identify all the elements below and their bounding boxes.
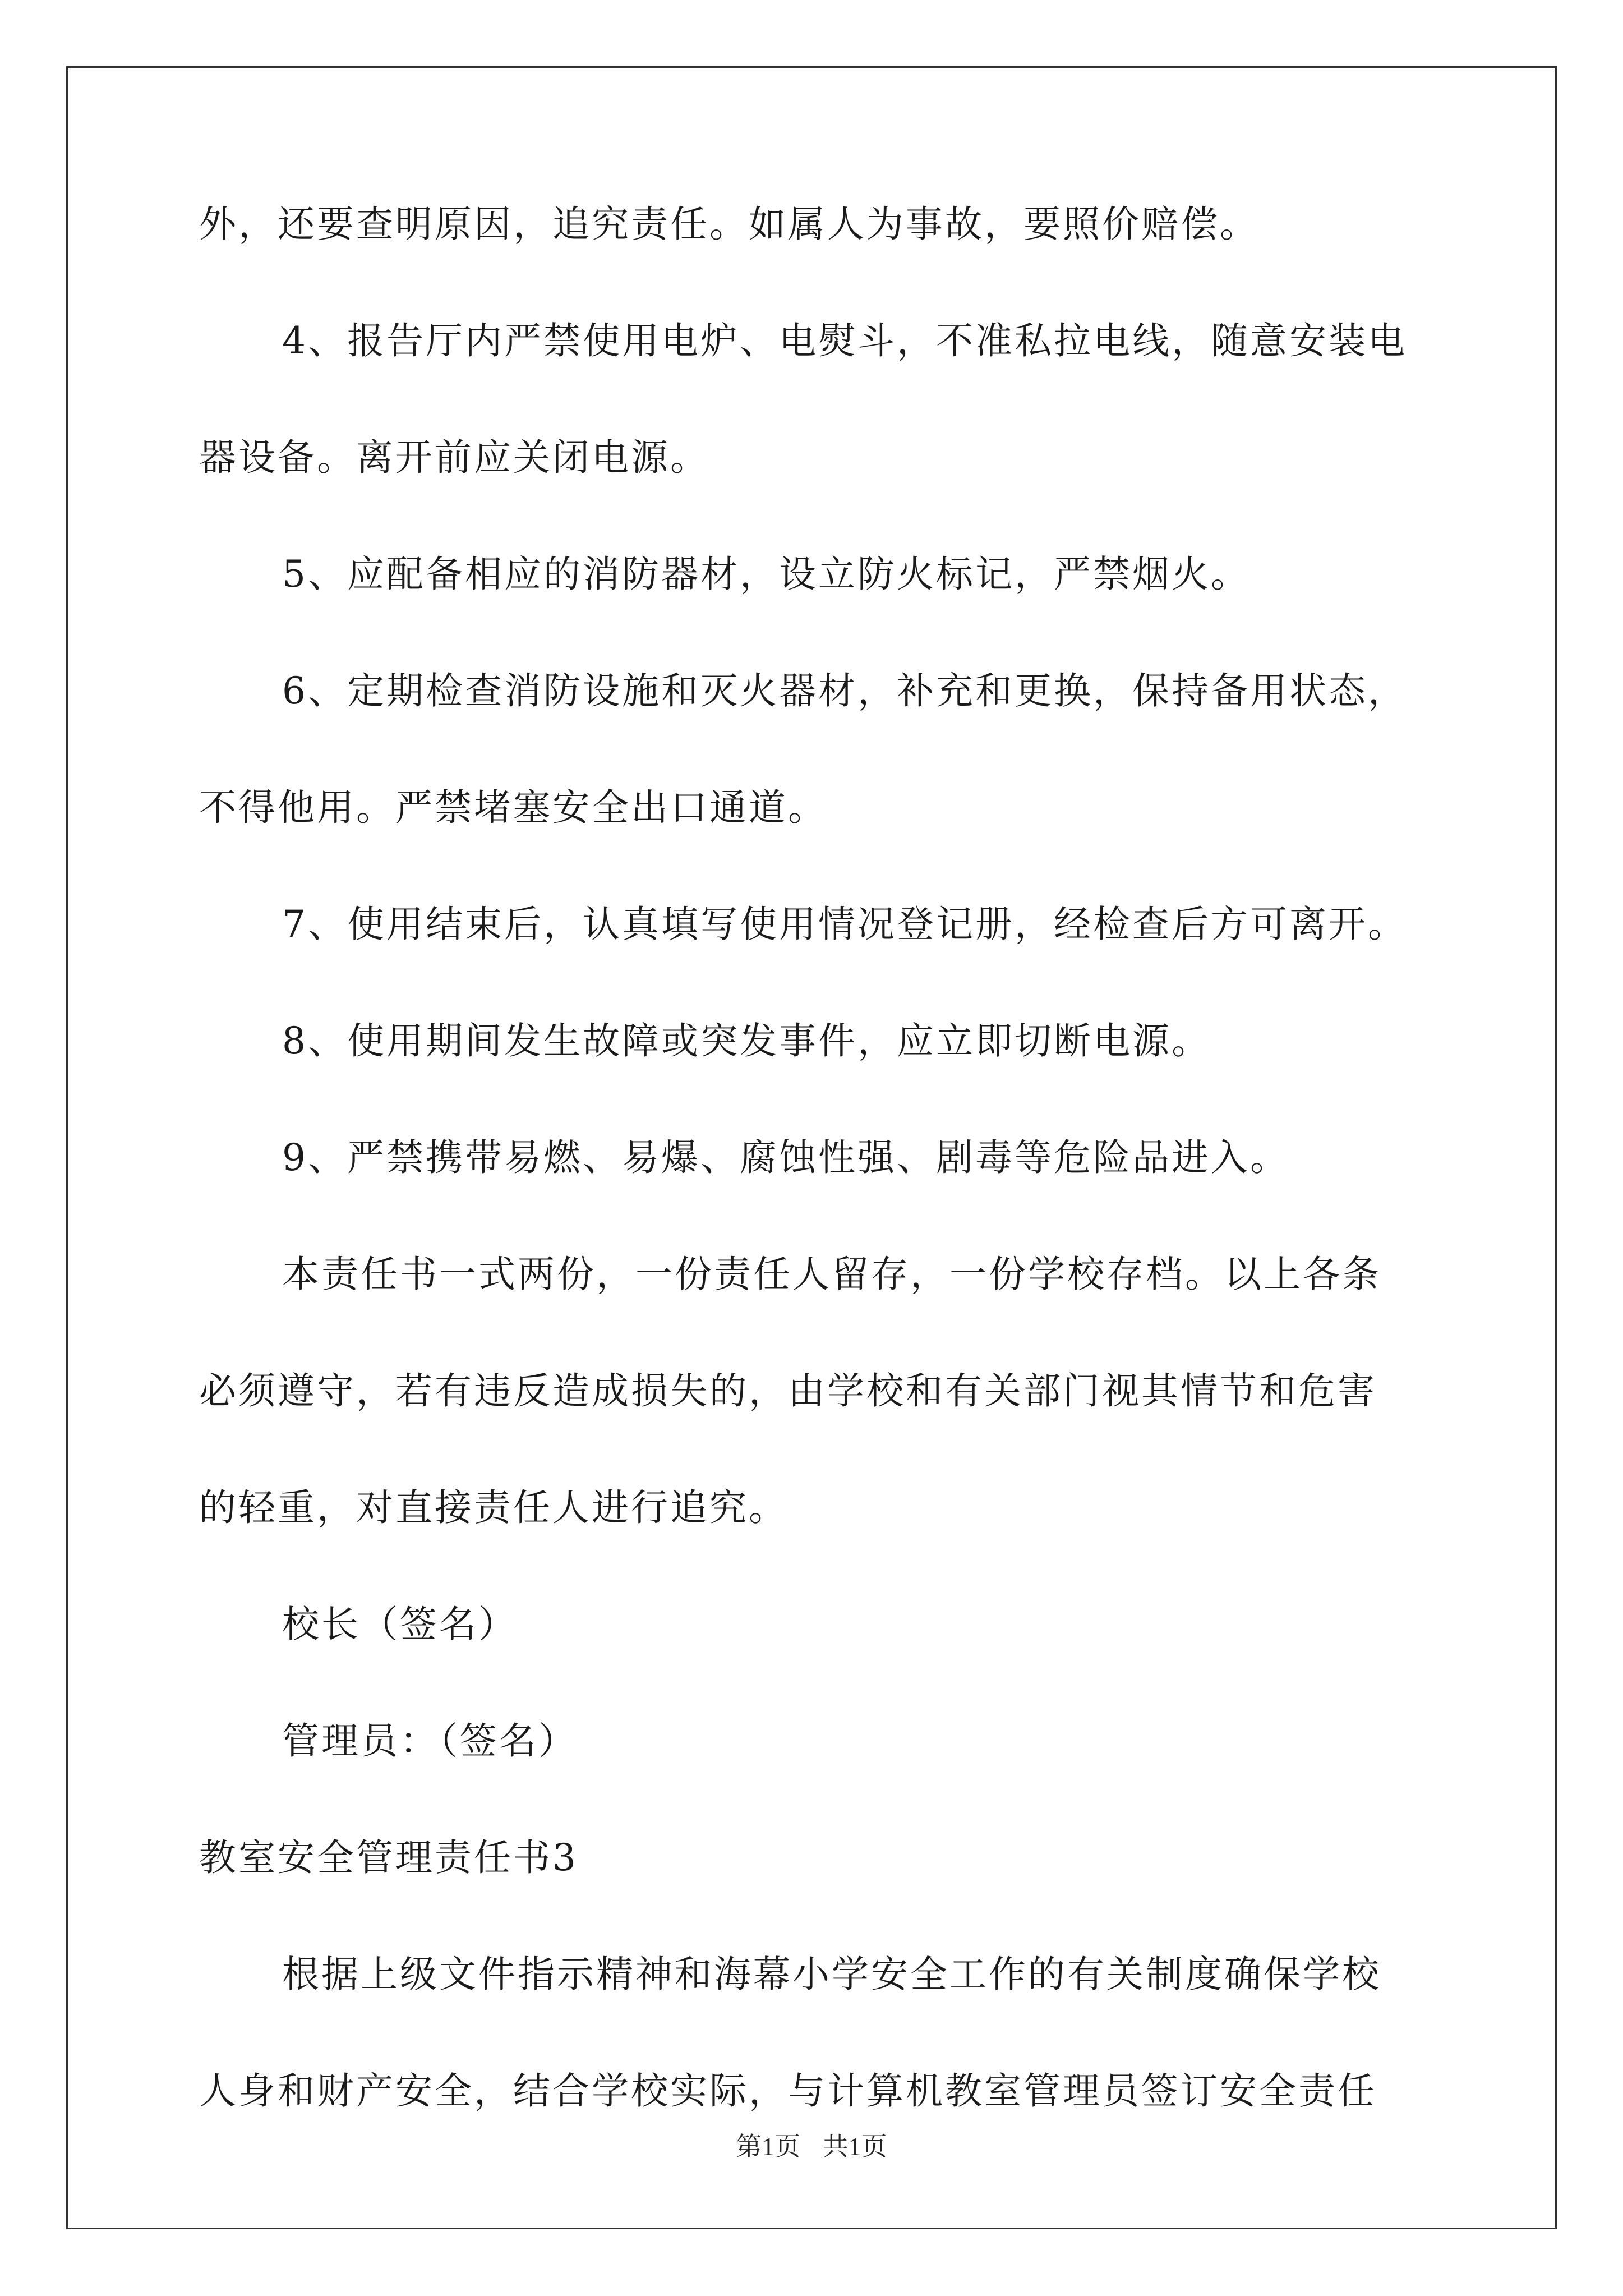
page-number: 第1页 — [736, 2132, 801, 2161]
body-line: 根据上级文件指示精神和海幕小学安全工作的有关制度确保学校 — [282, 1953, 1381, 1996]
body-line: 外，还要查明原因，追究责任。如属人为事故，要照价赔偿。 — [199, 203, 1259, 246]
body-line: 本责任书一式两份，一份责任人留存，一份学校存档。以上各条 — [282, 1253, 1381, 1296]
body-line: 必须遵守，若有违反造成损失的，由学校和有关部门视其情节和危害 — [199, 1369, 1377, 1412]
body-line: 5、应配备相应的消防器材，设立防火标记，严禁烟火。 — [282, 553, 1250, 596]
page-footer — [0, 2126, 1623, 2163]
signature-principal: 校长（签名） — [282, 1603, 518, 1646]
body-line: 的轻重，对直接责任人进行追究。 — [199, 1486, 788, 1529]
section-heading: 教室安全管理责任书3 — [199, 1836, 578, 1879]
body-line: 人身和财产安全，结合学校实际，与计算机教室管理员签订安全责任 — [199, 2069, 1377, 2113]
body-line: 9、严禁携带易燃、易爆、腐蚀性强、剧毒等危险品进入。 — [282, 1136, 1289, 1179]
body-line: 6、定期检查消防设施和灭火器材，补充和更换，保持备用状态， — [282, 669, 1407, 712]
body-line: 不得他用。严禁堵塞安全出口通道。 — [199, 786, 827, 829]
body-line: 4、报告厅内严禁使用电炉、电熨斗，不准私拉电线，随意安装电 — [282, 319, 1407, 362]
body-line: 器设备。离开前应关闭电源。 — [199, 436, 709, 479]
body-line: 8、使用期间发生故障或突发事件，应立即切断电源。 — [282, 1019, 1211, 1062]
page-total: 共1页 — [822, 2132, 887, 2161]
signature-administrator: 管理员：（签名） — [282, 1719, 578, 1763]
body-line: 7、使用结束后，认真填写使用情况登记册，经检查后方可离开。 — [282, 903, 1407, 946]
